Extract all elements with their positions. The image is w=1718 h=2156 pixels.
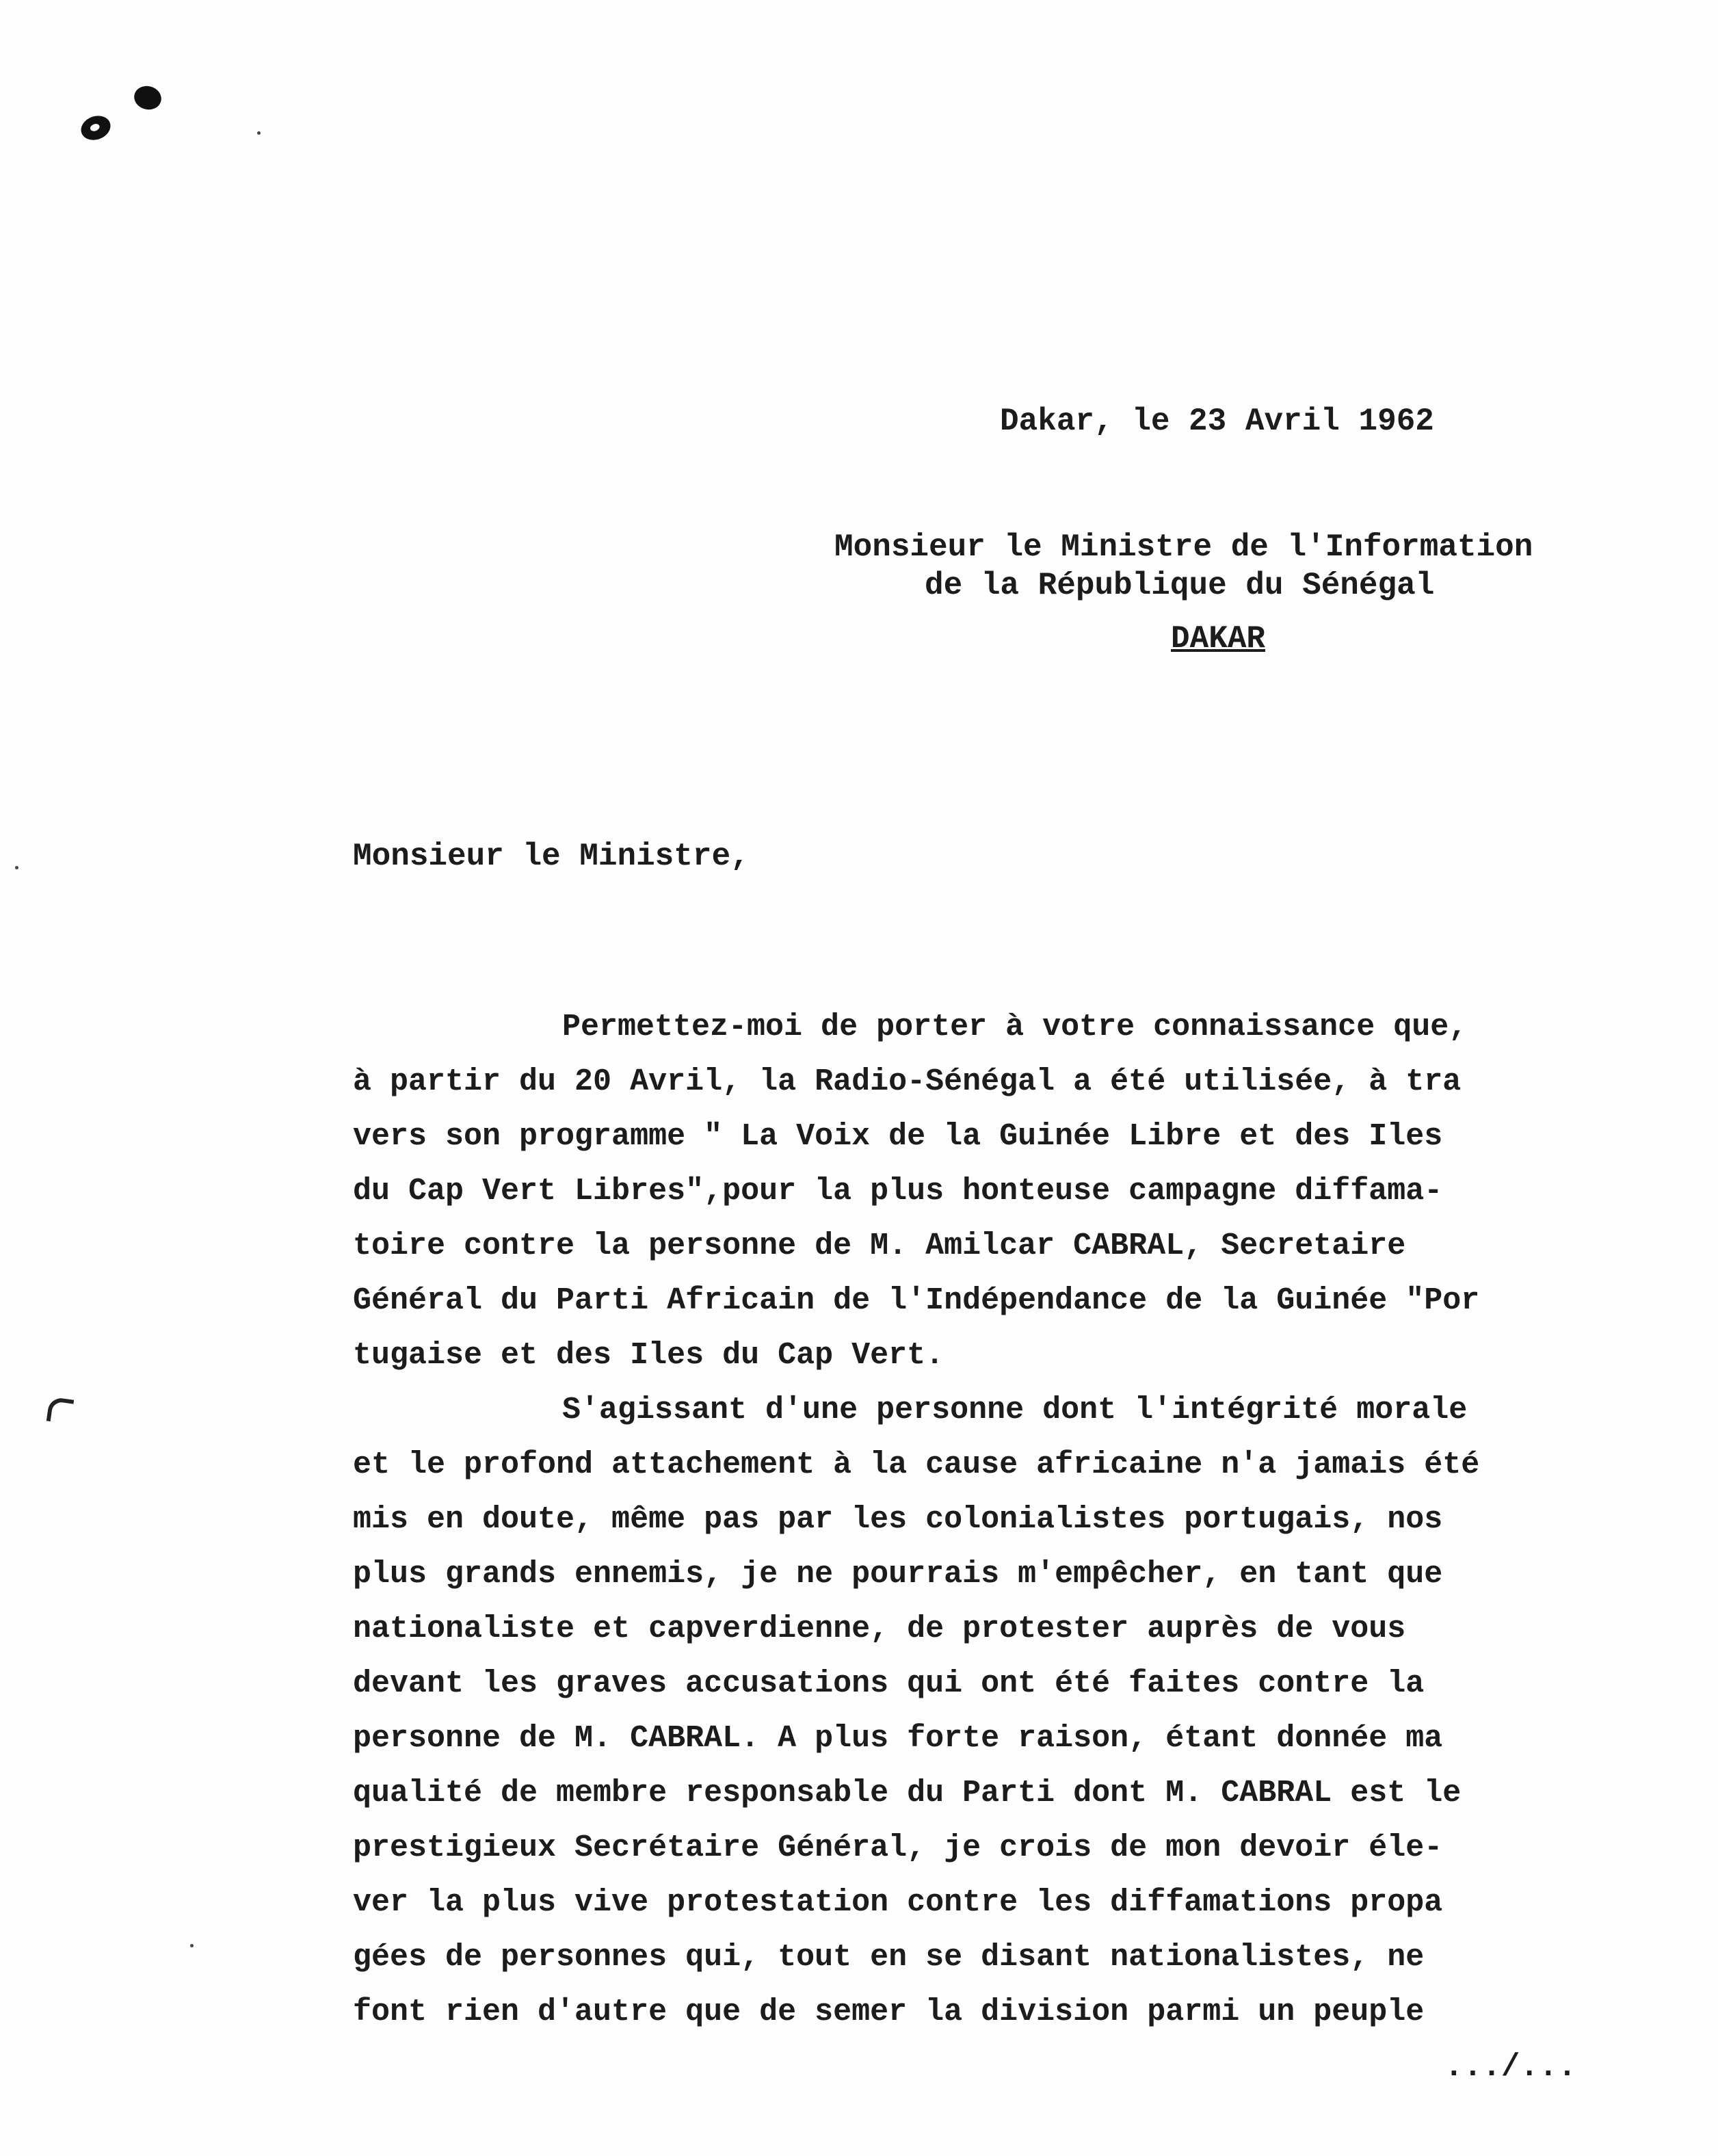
recipient-line-2: de la République du Sénégal — [925, 568, 1435, 603]
punch-hole-mark — [131, 83, 163, 112]
recipient-line-1: Monsieur le Ministre de l'Information — [834, 529, 1533, 565]
body-line: devant les graves accusations qui ont été faites contre la — [353, 1666, 1425, 1701]
body-line: font rien d'autre que de semer la division parmi un peuple — [353, 1995, 1425, 2029]
body-line: Général du Parti Africain de l'Indépendance de la Guinée "Por — [353, 1283, 1480, 1318]
body-line: prestigieux Secrétaire Général, je crois de mon devoir éle- — [353, 1830, 1443, 1865]
body-line: à partir du 20 Avril, la Radio-Sénégal a été utilisée, à tra — [353, 1064, 1462, 1099]
body-line: nationaliste et capverdienne, de protester auprès de vous — [353, 1612, 1406, 1646]
body-line: gées de personnes qui, tout en se disant nationalistes, ne — [353, 1940, 1425, 1975]
body-line: S'agissant d'une personne dont l'intégrité morale — [562, 1393, 1468, 1428]
paper-speck — [257, 131, 261, 135]
paper-speck — [190, 1944, 194, 1947]
punch-hole-mark — [78, 112, 114, 144]
body-line: vers son programme " La Voix de la Guinée Libre et des Iles — [353, 1119, 1443, 1154]
body-line: Permettez-moi de porter à votre connaissance que, — [562, 1010, 1468, 1044]
body-line: plus grands ennemis, je ne pourrais m'empêcher, en tant que — [353, 1557, 1443, 1592]
margin-mark — [47, 1397, 75, 1425]
dateline: Dakar, le 23 Avril 1962 — [1000, 404, 1434, 439]
body-line: et le profond attachement à la cause africaine n'a jamais été — [353, 1447, 1480, 1482]
body-line: toire contre la personne de M. Amilcar CABRAL, Secretaire — [353, 1228, 1406, 1263]
page-continuation-mark: .../... — [1444, 2049, 1577, 2085]
letter-body — [353, 1000, 1639, 2040]
recipient-city: DAKAR — [1171, 621, 1266, 657]
body-line: du Cap Vert Libres",pour la plus honteuse campagne diffama- — [353, 1174, 1443, 1209]
body-line: ver la plus vive protestation contre les diffamations propa — [353, 1885, 1443, 1920]
paper-speck — [15, 866, 18, 869]
body-line: mis en doute, même pas par les colonialistes portugais, nos — [353, 1502, 1443, 1537]
salutation: Monsieur le Ministre, — [353, 839, 750, 874]
body-line: personne de M. CABRAL. A plus forte raison, étant donnée ma — [353, 1721, 1443, 1756]
body-line: tugaise et des Iles du Cap Vert. — [353, 1338, 944, 1373]
body-line: qualité de membre responsable du Parti dont M. CABRAL est le — [353, 1776, 1462, 1811]
